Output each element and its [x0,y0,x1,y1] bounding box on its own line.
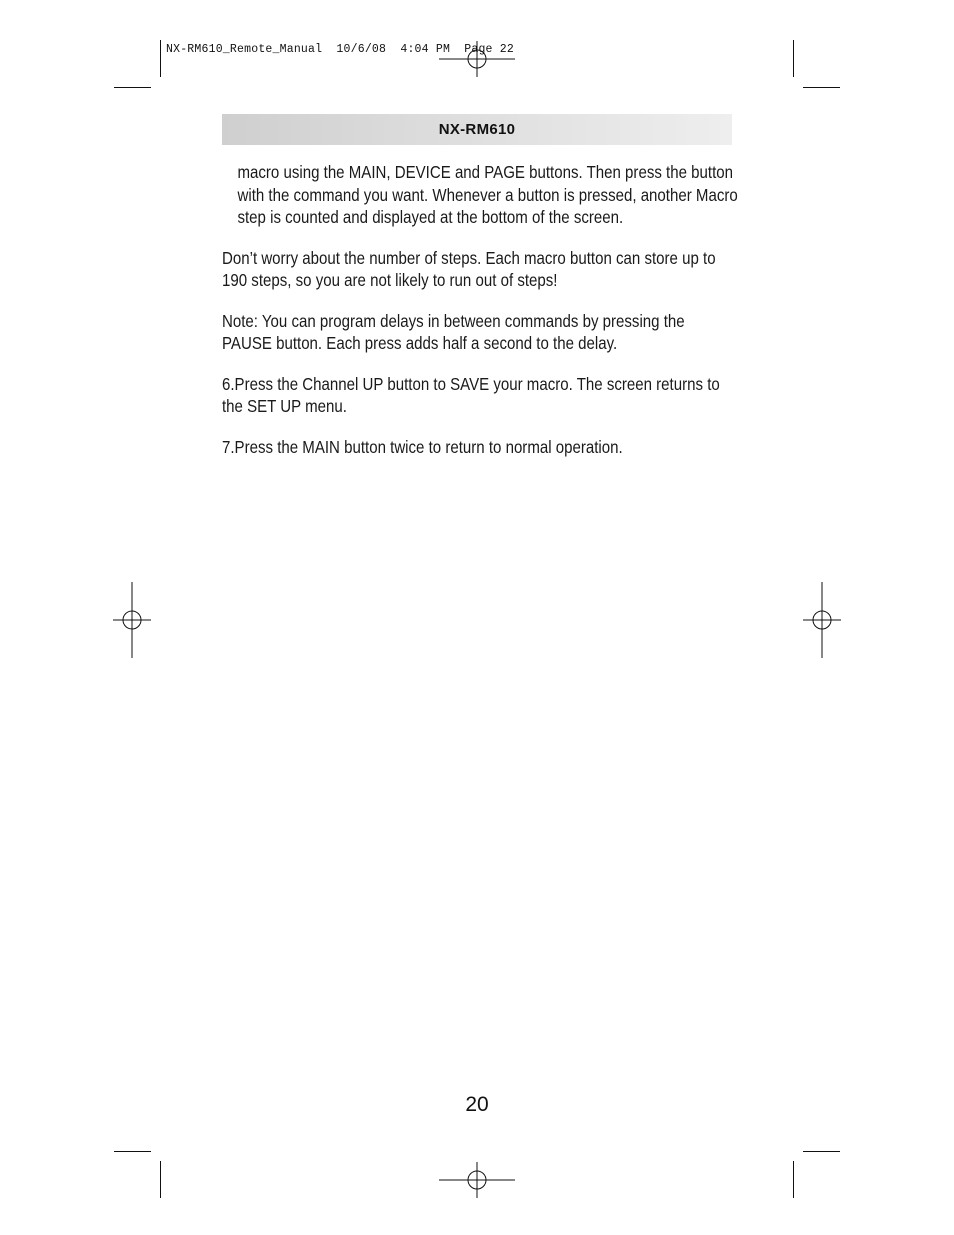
header-title: NX-RM610 [438,121,516,138]
crop-mark-bottom-right-vertical [793,1161,794,1198]
crop-mark-top-left-vertical [160,40,161,77]
registration-mark-bottom-icon [439,1162,515,1198]
paragraph-note-delays: Note: You can program delays in between commands by pressing the PAUSE button. Each press adds half a second to the delay. [222,310,685,353]
body-content [222,161,738,458]
print-slug: NX-RM610_Remote_Manual 10/6/08 4:04 PM Page 22 [166,43,514,56]
paragraph-step-6: 6.Press the Channel UP button to SAVE your macro. The screen returns to the SET UP menu. [222,373,720,416]
crop-mark-top-right-horizontal [803,87,840,88]
registration-mark-left-icon [113,582,151,658]
running-header-bar [222,114,732,145]
paragraph-step-7: 7.Press the MAIN button twice to return to normal operation. [222,436,623,457]
crop-mark-bottom-left-vertical [160,1161,161,1198]
crop-mark-bottom-right-horizontal [803,1151,840,1152]
paragraph-continued-macro: macro using the MAIN, DEVICE and PAGE buttons. Then press the button with the command you want. Whenever a button is pressed, another Macro step is counted and displayed at the bottom of the screen. [237,162,738,227]
page-number: 20 [465,1093,489,1116]
crop-mark-bottom-left-horizontal [114,1151,151,1152]
registration-mark-top-icon [439,41,515,77]
crop-mark-top-right-vertical [793,40,794,77]
crop-mark-top-left-horizontal [114,87,151,88]
registration-mark-right-icon [803,582,841,658]
paragraph-steps-info: Don’t worry about the number of steps. Each macro button can store up to 190 steps, so you are not likely to run out of steps! [222,247,716,290]
